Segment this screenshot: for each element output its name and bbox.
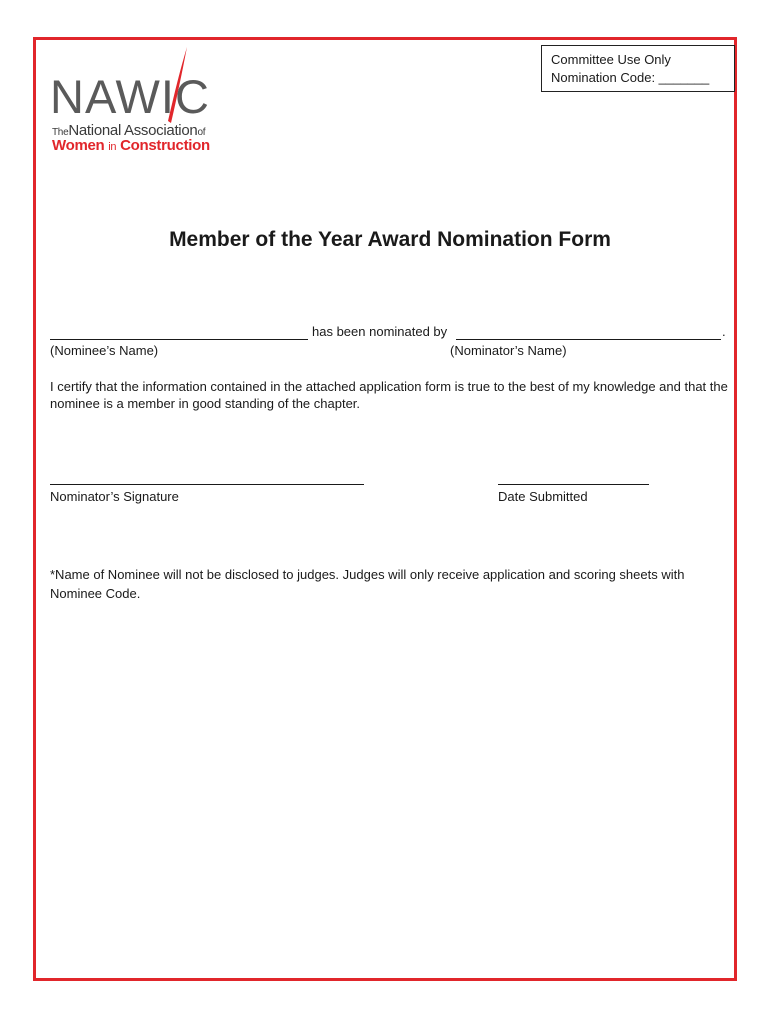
committee-use-box: [541, 45, 735, 92]
nominee-name-caption: (Nominee’s Name): [50, 343, 159, 358]
committee-use-label: Committee Use Only: [551, 52, 671, 67]
logo-tagline-line2: Women in Construction: [52, 137, 210, 154]
nominator-name-caption: (Nominator’s Name): [450, 343, 567, 358]
logo-wordmark: NAWIC: [50, 70, 210, 123]
signature-line[interactable]: [50, 484, 364, 485]
date-caption: Date Submitted: [498, 489, 588, 504]
end-period: .: [722, 324, 726, 339]
page-title: Member of the Year Award Nomination Form: [169, 228, 611, 251]
signature-caption: Nominator’s Signature: [50, 489, 179, 504]
logo-tagline-line1: TheNational Associationof: [52, 122, 206, 139]
nominee-name-field[interactable]: [50, 339, 308, 340]
nawic-logo: [50, 45, 240, 160]
certification-statement: I certify that the information contained in the attached application form is true to the best of my knowledge and that the nominee is a member in good standing of the chapter.: [50, 379, 728, 411]
nominated-by-text: has been nominated by: [312, 324, 448, 339]
nomination-code-field[interactable]: Nomination Code: _______: [551, 70, 710, 85]
page-border: [33, 37, 737, 981]
date-line[interactable]: [498, 484, 649, 485]
footnote: *Name of Nominee will not be disclosed to judges. Judges will only receive application and scoring sheets with Nominee Code.: [50, 567, 685, 601]
nominator-name-field[interactable]: [456, 339, 721, 340]
